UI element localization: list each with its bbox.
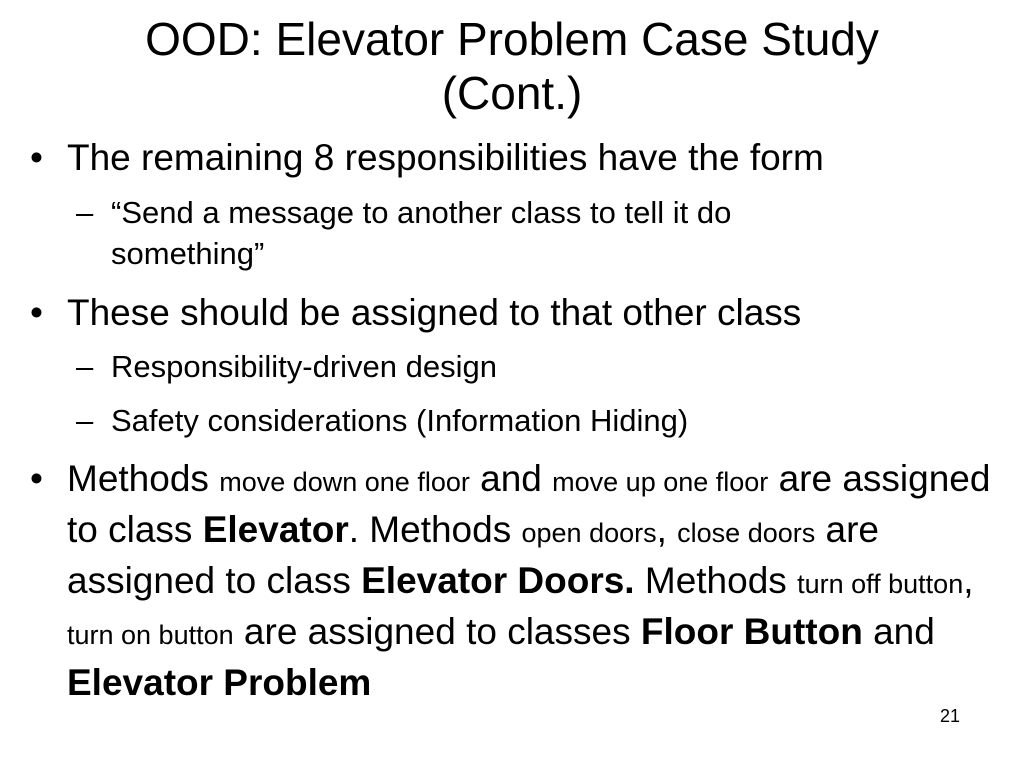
method-move-up: move up one floor	[552, 467, 769, 497]
b3-seg-11: are assigned to class	[67, 509, 880, 601]
sub-1-line-2: something”	[111, 236, 265, 271]
method-open-doors: open doors	[521, 518, 657, 548]
slide-title	[0, 12, 1024, 120]
b3-seg-17: are assigned to classes	[243, 611, 631, 652]
b3-seg-15: ,	[963, 560, 974, 601]
b3-seg-1: Methods	[67, 458, 209, 499]
b3-seg-3: and	[480, 458, 542, 499]
bullet-2	[30, 289, 1000, 337]
sub-dash: –	[76, 349, 94, 384]
bullet-2-sub-2	[76, 400, 976, 441]
b3-seg-5: are assigned to class	[67, 458, 991, 550]
bullet-3-text	[67, 455, 997, 707]
page-number: 21	[940, 706, 961, 726]
bullet-1-sub-1	[76, 192, 976, 276]
bullet-1	[30, 134, 1000, 182]
sub-dash: –	[76, 195, 94, 230]
bullet-1-text: The remaining 8 responsibilities have the form	[67, 137, 824, 178]
b3-seg-9: ,	[656, 509, 667, 550]
method-close-doors: close doors	[677, 518, 816, 548]
bullet-2-sub-1	[76, 346, 976, 387]
bullet-dot: •	[30, 137, 43, 178]
bullet-dot: •	[30, 458, 43, 499]
bullet-dot: •	[30, 292, 43, 333]
b3-seg-19: and	[873, 611, 935, 652]
bullet-2-sub-1-text: Responsibility-driven design	[111, 349, 497, 384]
class-floor-button: Floor Button	[640, 611, 863, 652]
class-elevator-problem: Elevator Problem	[67, 662, 372, 703]
bullet-2-sub-2-text: Safety considerations (Information Hiding)	[111, 403, 689, 438]
title-line-1: OOD: Elevator Problem Case Study	[145, 13, 879, 65]
method-move-down: move down one floor	[219, 467, 470, 497]
class-elevator-doors: Elevator Doors.	[361, 560, 635, 601]
sub-dash: –	[76, 403, 94, 438]
bullet-3	[30, 455, 1000, 745]
bullet-2-text: These should be assigned to that other class	[67, 292, 802, 333]
b3-seg-7: . Methods	[348, 509, 512, 550]
method-turn-on-button: turn on button	[67, 620, 234, 650]
title-line-2: (Cont.)	[441, 67, 583, 119]
bullet-1-sub-1-text	[111, 192, 971, 274]
sub-1-line-1: “Send a message to another class to tell it do	[111, 195, 732, 230]
b3-seg-13: Methods	[644, 560, 787, 601]
method-turn-off-button: turn off button	[797, 569, 964, 599]
class-elevator: Elevator	[202, 509, 349, 550]
